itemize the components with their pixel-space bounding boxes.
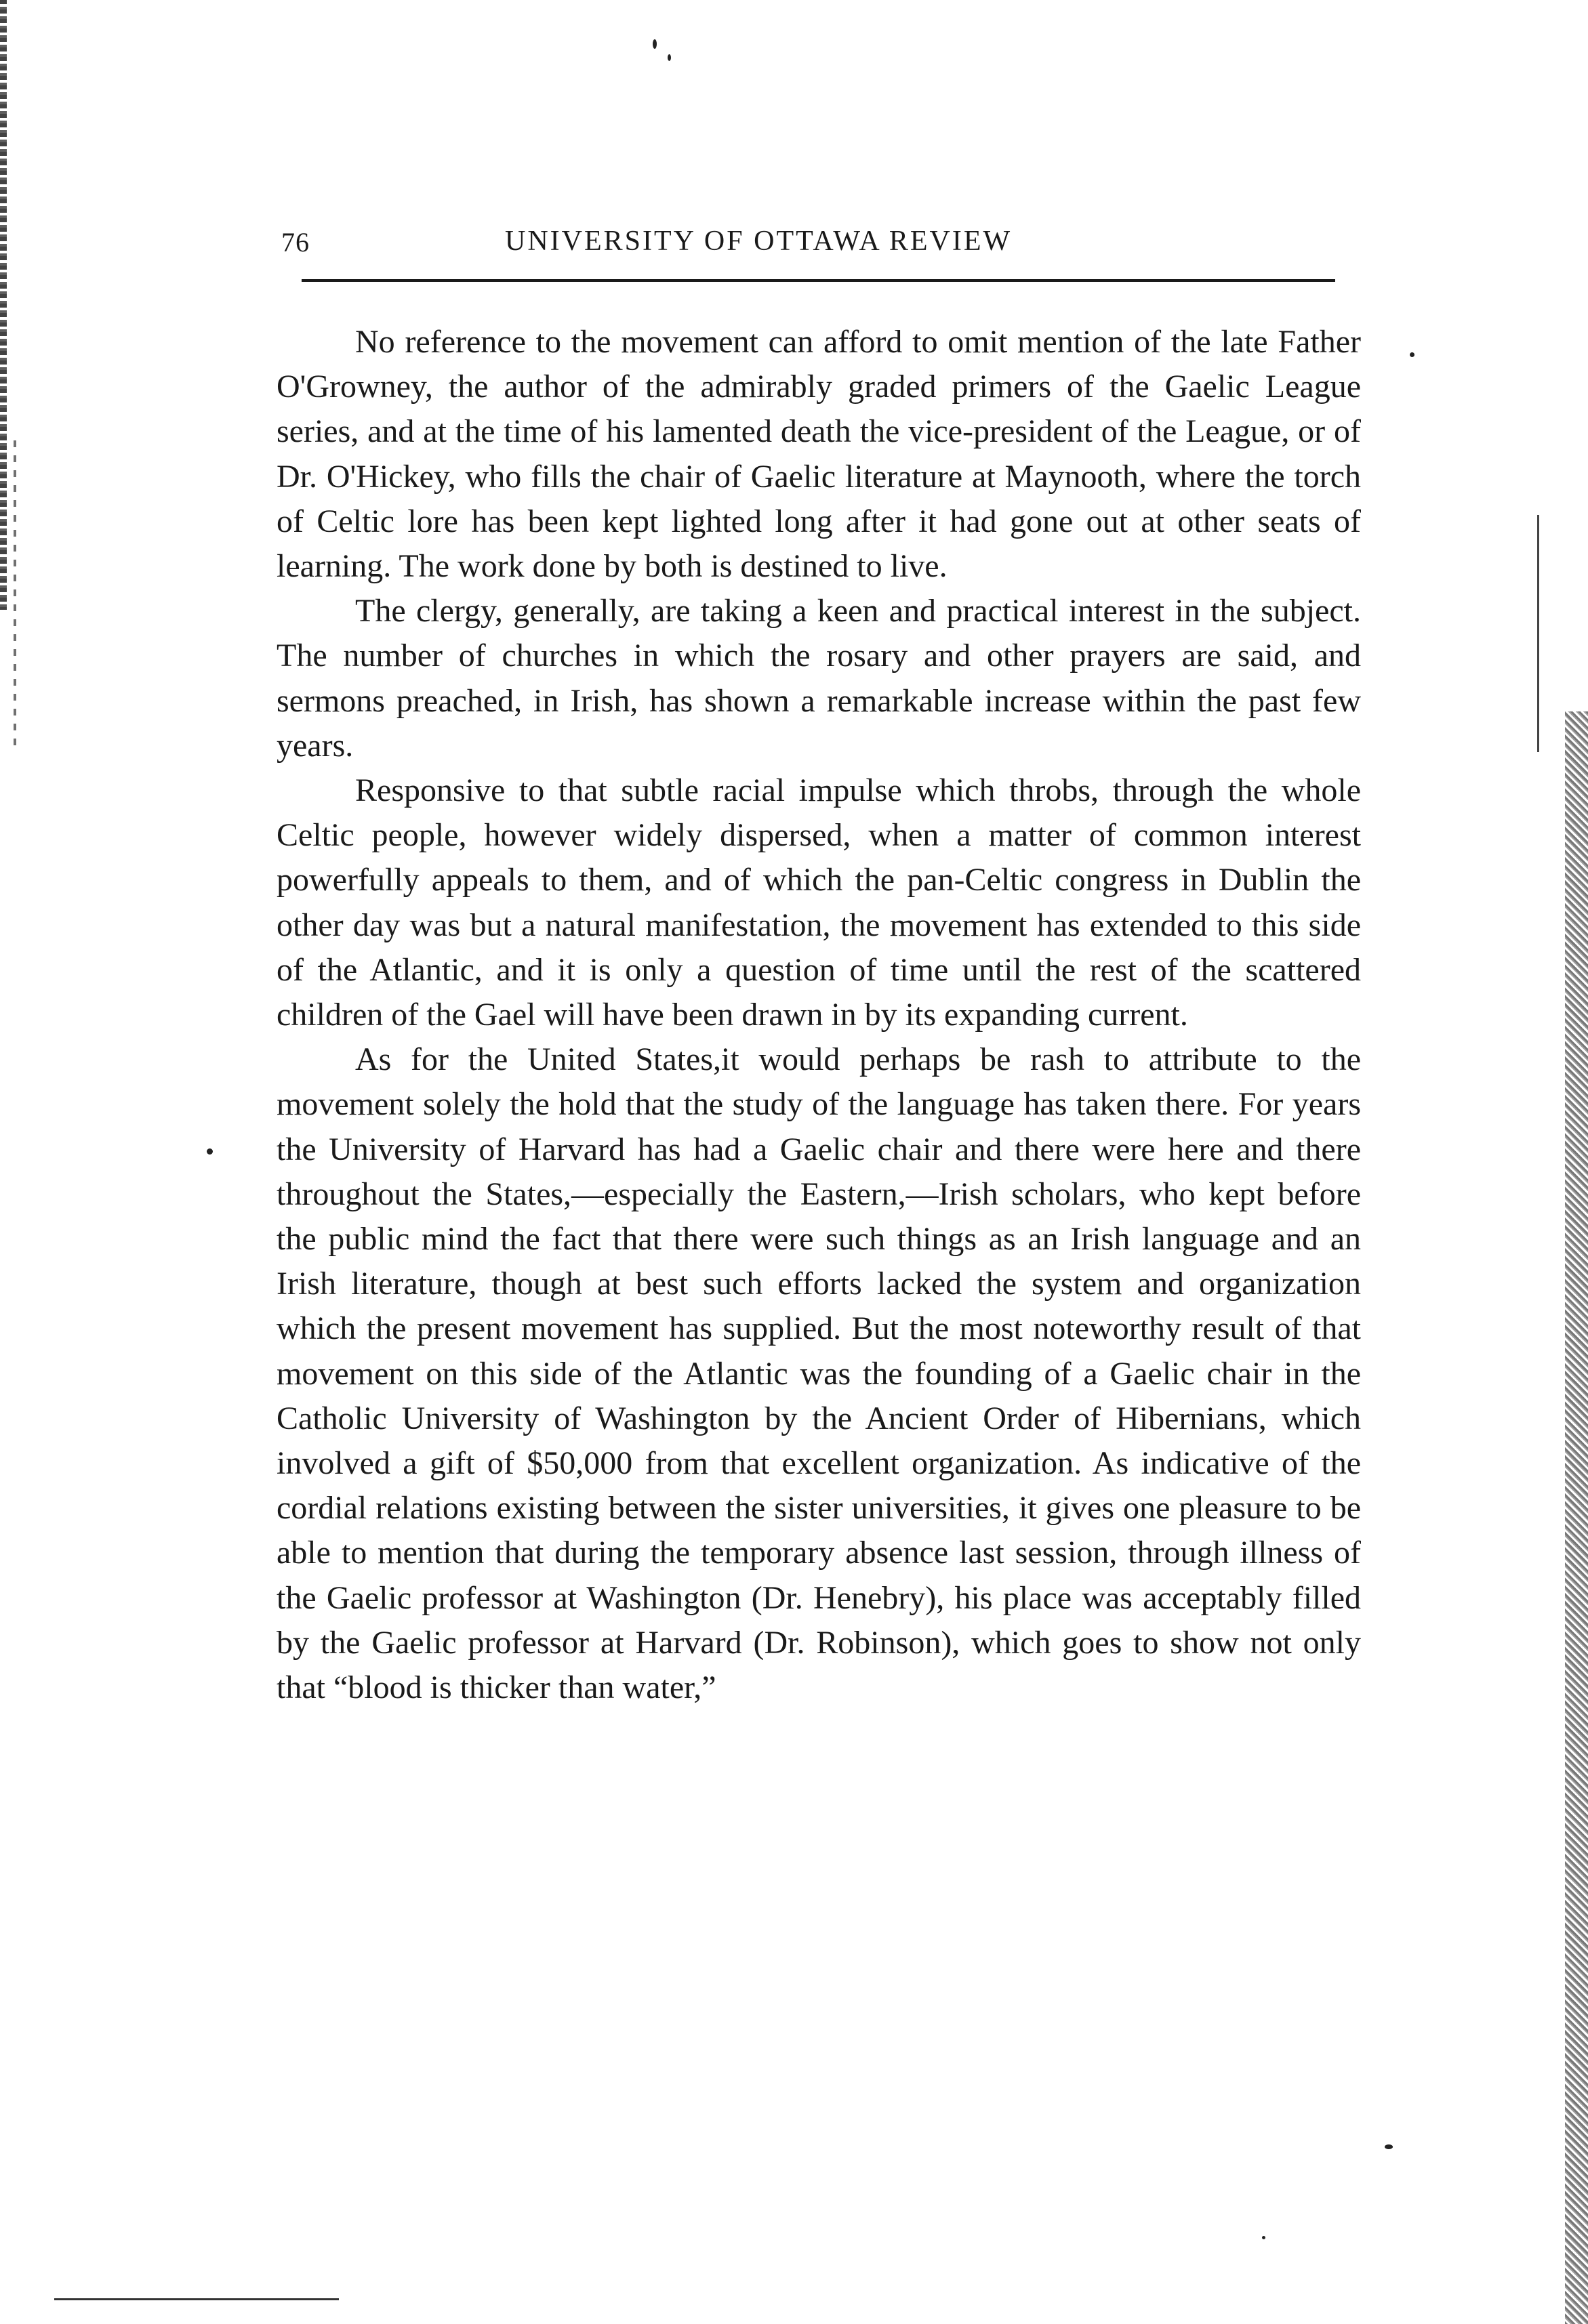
paragraph: Responsive to that subtle racial impulse which throbs, through the whole Celtic people, however widely dispersed, when a matter of common interest powerfully appeals to them, and of which the pan-Celtic congress in Dublin the other day was but a natural manifestation, the movement has extended to this side of the Atlantic, and it is only a question of time until the rest of the scattered children of the Gael will have been drawn in by its expanding current. (277, 772, 1361, 1033)
scan-speck (1385, 2144, 1393, 2149)
scan-edge-right-line (1537, 515, 1539, 752)
scan-speck (207, 1148, 213, 1155)
paragraph: No reference to the movement can afford to omit mention of the late Father O'Growney, the author of the admirably graded primers of the Gaelic League series, and at the time of his lamented death the vice-president of the League, or of Dr. O'Hickey, who fills the chair of Gaelic literature at Maynooth, where the torch of Celtic lore has been kept lighted long after it had gone out at other seats of learning. The work done by both is destined to live. (277, 324, 1361, 585)
footer-rule (54, 2298, 339, 2300)
scan-speck (1410, 352, 1414, 357)
header-rule (302, 279, 1335, 282)
scan-edge-left-marks (14, 440, 16, 745)
page-number: 76 (281, 227, 310, 257)
scan-speck (668, 54, 671, 61)
scan-edge-left (0, 0, 7, 610)
article-body (277, 320, 1361, 1710)
page-header (281, 215, 1339, 276)
running-title: UNIVERSITY OF OTTAWA REVIEW (505, 226, 1013, 257)
paragraph: The clergy, generally, are taking a keen and practical interest in the subject. The number of churches in which the rosary and other prayers are said, and sermons preached, in Irish, has shown a remarkable increase within the past few years. (277, 593, 1361, 764)
scan-edge-right (1565, 711, 1588, 2324)
scan-speck (653, 39, 657, 49)
paragraph: As for the United States,it would perhaps be rash to attribute to the movement solely the hold that the study of the language has taken there. For years the University of Harvard has had a Gaelic chair and there were here and there throughout the States,—especially the Eastern,—Irish scholars, who kept before the public mind the fact that there were such things as an Irish language and an Irish literature, though at best such efforts lacked the system and organization which the present movement has supplied. But the most noteworthy result of that movement on this side of the Atlantic was the founding of a Gaelic chair in the Catholic University of Washington by the Ancient Order of Hibernians, which involved a gift of $50,000 from that excellent organization. As indicative of the cordial relations existing between the sister universities, it gives one pleasure to be able to mention that during the temporary absence last session, through illness of the Gaelic professor at Washington (Dr. Henebry), his place was acceptably filled by the Gaelic professor at Harvard (Dr. Robinson), which goes to show not only that “blood is thicker than water,” (277, 1041, 1361, 1706)
scan-speck (1262, 2236, 1265, 2239)
